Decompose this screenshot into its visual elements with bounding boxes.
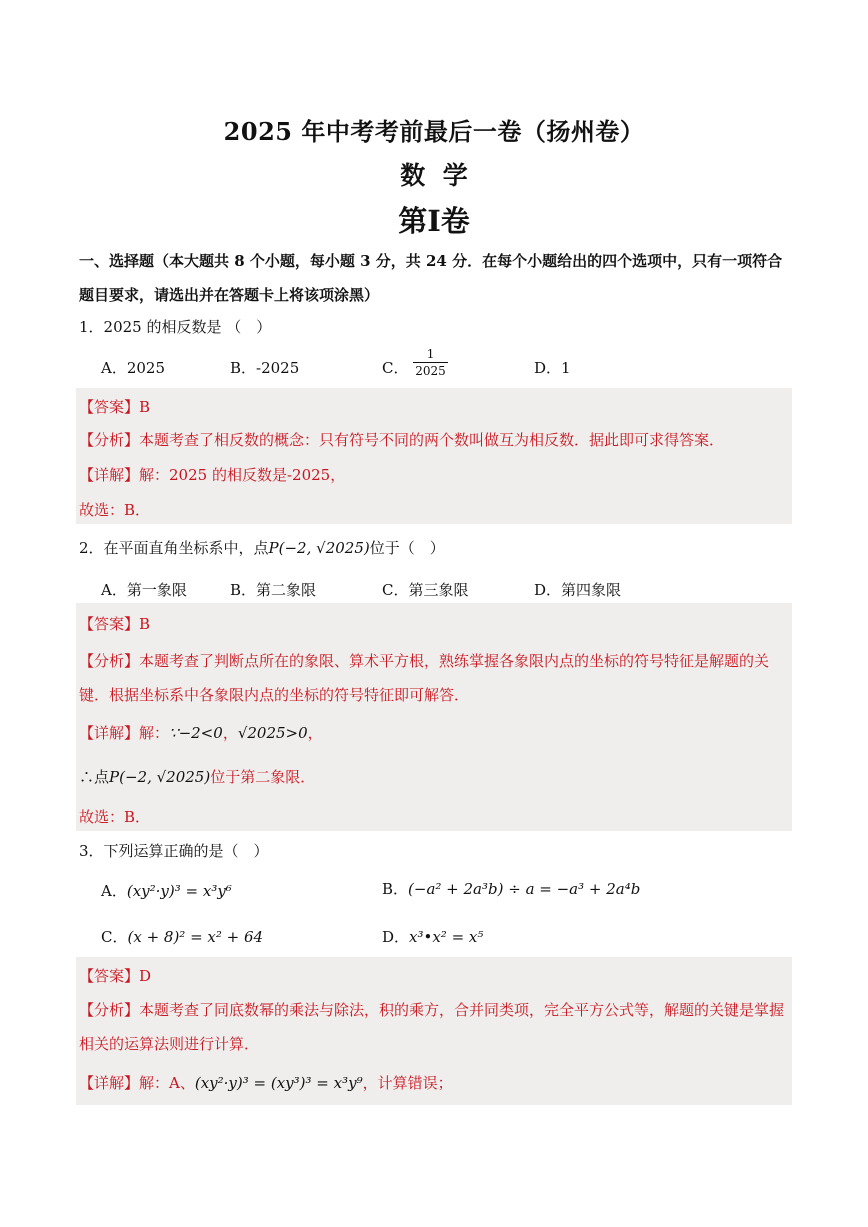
detail-prefix: 解：A、 xyxy=(139,1074,195,1092)
q2-option-d: D．第四象限 xyxy=(534,581,622,599)
detail-text: 解：2025 的相反数是-2025， xyxy=(139,466,346,484)
answer-label: 【答案】 xyxy=(79,967,140,985)
detail-math-2: √2025>0 xyxy=(237,724,308,742)
option-label: B． xyxy=(382,880,409,898)
q1-option-a: A．2025 xyxy=(101,359,166,377)
q1-option-c-fraction xyxy=(413,346,448,379)
option-label: D． xyxy=(382,928,410,946)
q3-answer xyxy=(79,965,151,986)
option-label: A． xyxy=(101,882,127,900)
detail-label: 【详解】 xyxy=(79,466,140,484)
option-math: (xy²·y)³ = x³y⁶ xyxy=(126,882,232,900)
option-math: (x + 8)² = x² + 64 xyxy=(127,928,264,946)
q1-solution-panel xyxy=(76,388,792,524)
fraction-numerator: 1 xyxy=(413,346,448,363)
q2-option-c: C．第三象限 xyxy=(382,581,469,599)
detail-end: ， xyxy=(307,724,323,742)
q1-analysis xyxy=(79,429,789,450)
analysis-label: 【分析】 xyxy=(79,431,140,449)
q2-stem-text: 2．在平面直角坐标系中，点 xyxy=(79,539,269,557)
q2-answer xyxy=(79,613,150,634)
q2-conclusion: 故选：B． xyxy=(79,808,151,826)
q2-option-a: A．第一象限 xyxy=(101,581,187,599)
therefore-prefix: ∴点 xyxy=(79,768,110,786)
analysis-label: 【分析】 xyxy=(79,1001,140,1019)
q2-point-expression-2: P(−2, √2025) xyxy=(109,768,211,786)
q2-detail xyxy=(79,722,323,743)
option-math: (−a² + 2a³b) ÷ a = −a³ + 2a⁴b xyxy=(408,880,641,898)
q3-solution-panel xyxy=(76,957,792,1105)
detail-separator: ， xyxy=(222,724,238,742)
detail-prefix: 解： xyxy=(139,724,170,742)
volume-title: 第I卷 xyxy=(398,204,470,238)
q3-option-c xyxy=(101,926,263,947)
question-3-stem: 3．下列运算正确的是（ ） xyxy=(79,842,269,860)
option-label: C． xyxy=(101,928,128,946)
analysis-text: 本题考查了相反数的概念：只有符号不同的两个数叫做互为相反数．据此即可求得答案． xyxy=(139,431,725,449)
question-1-stem: 1．2025 的相反数是 （ ） xyxy=(79,318,272,336)
q2-result-text: 位于第二象限． xyxy=(210,768,316,786)
answer-value: D xyxy=(139,967,152,985)
q2-detail-line-2 xyxy=(79,766,315,787)
analysis-text: 本题考查了同底数幂的乘法与除法，积的乘方，合并同类项，完全平方公式等，解题的关键是掌握相关的运算法则进行计算． xyxy=(79,1001,785,1053)
q2-point-expression: P(−2, √2025) xyxy=(268,539,370,557)
q3-option-a xyxy=(101,880,232,901)
question-2-stem xyxy=(79,537,445,558)
q3-analysis xyxy=(79,993,789,1061)
q1-answer xyxy=(79,396,150,417)
section-instruction: 一、选择题（本大题共 8 个小题，每小题 3 分，共 24 分．在每个小题给出的四个选项中，只有一项符合题目要求，请选出并在答题卡上将该项涂黑） xyxy=(79,252,783,304)
q2-stem-suffix: 位于（ ） xyxy=(369,539,445,557)
q3-option-b xyxy=(382,878,640,899)
document-title: 2025 年中考考前最后一卷（扬州卷） xyxy=(223,117,645,146)
option-math: x³•x² = x⁵ xyxy=(409,928,484,946)
q2-analysis xyxy=(79,644,789,712)
answer-label: 【答案】 xyxy=(79,615,140,633)
answer-value: B xyxy=(139,398,151,416)
detail-label: 【详解】 xyxy=(79,724,140,742)
q1-option-c xyxy=(382,346,448,379)
analysis-text: 本题考查了判断点所在的象限、算术平方根，熟练掌握各象限内点的坐标的符号特征是解题的关键．根据坐标系中各象限内点的坐标的符号特征即可解答． xyxy=(79,652,770,704)
subject-title: 数 学 xyxy=(400,161,468,190)
q1-option-b: B．-2025 xyxy=(230,359,300,377)
detail-label: 【详解】 xyxy=(79,1074,140,1092)
answer-label: 【答案】 xyxy=(79,398,140,416)
detail-math: (xy²·y)³ = (xy³)³ = x³y⁹ xyxy=(194,1074,363,1092)
q2-option-b: B．第二象限 xyxy=(230,581,317,599)
fraction-denominator: 2025 xyxy=(415,363,446,378)
q1-detail xyxy=(79,464,345,485)
analysis-label: 【分析】 xyxy=(79,652,140,670)
q3-option-d xyxy=(382,926,483,947)
q1-option-d: D．1 xyxy=(534,359,571,377)
q3-detail xyxy=(79,1072,453,1093)
detail-suffix: ，计算错误； xyxy=(362,1074,453,1092)
q2-solution-panel xyxy=(76,603,792,831)
detail-math-1: ∵−2<0 xyxy=(169,724,223,742)
q1-option-c-label: C． xyxy=(382,359,409,377)
answer-value: B xyxy=(139,615,151,633)
q1-conclusion: 故选：B． xyxy=(79,501,151,519)
